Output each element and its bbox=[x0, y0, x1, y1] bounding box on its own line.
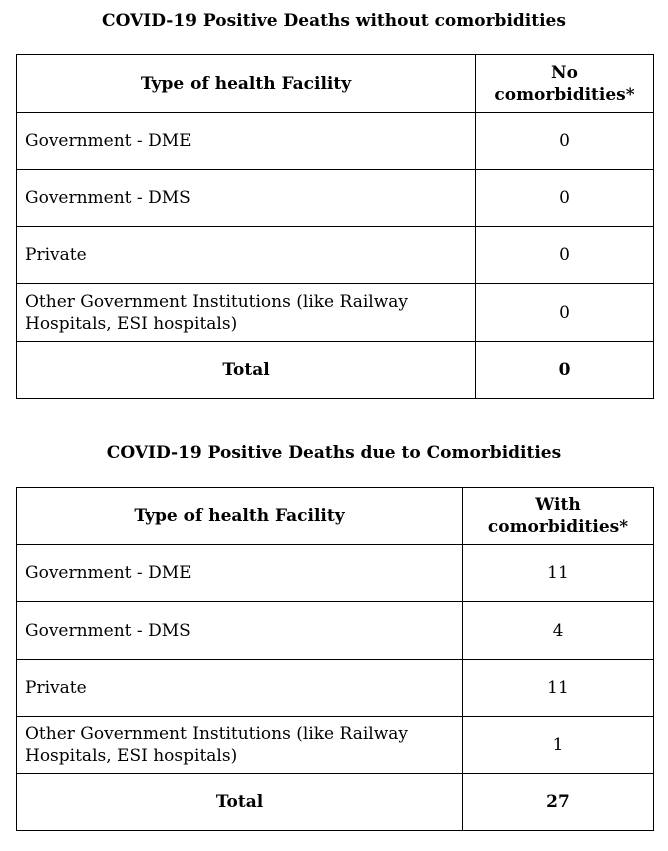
table-row bbox=[17, 602, 654, 660]
table1-row-count: 0 bbox=[476, 227, 654, 284]
table2-total-count: 27 bbox=[463, 774, 654, 831]
table2-row-count: 1 bbox=[463, 717, 654, 774]
table-row bbox=[17, 660, 654, 717]
table1-total-row bbox=[17, 342, 654, 399]
table2-row-facility: Government - DMS bbox=[17, 602, 463, 660]
table2-total-row bbox=[17, 774, 654, 831]
table2-row-count: 4 bbox=[463, 602, 654, 660]
table2-row-count: 11 bbox=[463, 660, 654, 717]
table1-row-count: 0 bbox=[476, 113, 654, 170]
table1-row-count: 0 bbox=[476, 284, 654, 342]
table-row bbox=[17, 284, 654, 342]
table-row bbox=[17, 717, 654, 774]
table1-row-count: 0 bbox=[476, 170, 654, 227]
table1-row-facility: Private bbox=[17, 227, 476, 284]
table2-row-count: 11 bbox=[463, 545, 654, 602]
table1 bbox=[16, 54, 654, 399]
table1-row-facility: Other Government Institutions (like Railway Hospitals, ESI hospitals) bbox=[17, 284, 476, 342]
table2 bbox=[16, 487, 654, 831]
table1-row-facility: Government - DME bbox=[17, 113, 476, 170]
table2-row-facility: Private bbox=[17, 660, 463, 717]
table1-header-facility: Type of health Facility bbox=[17, 55, 476, 113]
table2-header-count: With comorbidities* bbox=[463, 488, 654, 545]
table2-row-facility: Government - DME bbox=[17, 545, 463, 602]
table-row bbox=[17, 227, 654, 284]
table1-header-count: No comorbidities* bbox=[476, 55, 654, 113]
table-row bbox=[17, 170, 654, 227]
table2-title: COVID-19 Positive Deaths due to Comorbidities bbox=[106, 443, 562, 463]
table-row bbox=[17, 113, 654, 170]
table2-total-label: Total bbox=[17, 774, 463, 831]
table1-title: COVID-19 Positive Deaths without comorbidities bbox=[102, 11, 566, 31]
table1-total-count: 0 bbox=[476, 342, 654, 399]
table2-header-row bbox=[17, 488, 654, 545]
table2-header-facility: Type of health Facility bbox=[17, 488, 463, 545]
table2-row-facility: Other Government Institutions (like Railway Hospitals, ESI hospitals) bbox=[17, 717, 463, 774]
table1-header-row bbox=[17, 55, 654, 113]
table-row bbox=[17, 545, 654, 602]
table1-row-facility: Government - DMS bbox=[17, 170, 476, 227]
table1-total-label: Total bbox=[17, 342, 476, 399]
